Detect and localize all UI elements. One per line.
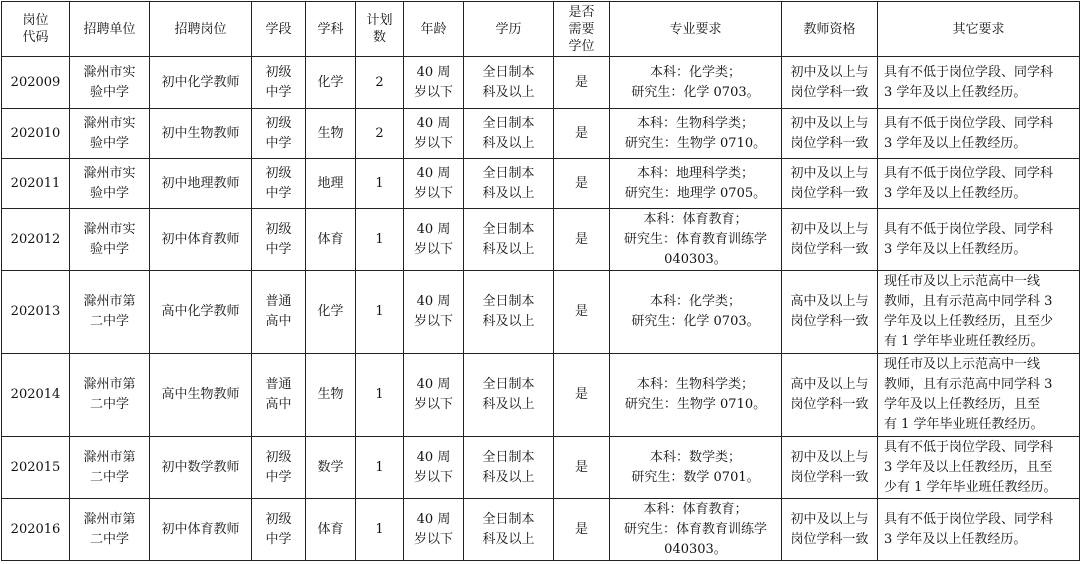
cell-other: 现任市及以上示范高中一线 教师，且有示范高中同学科 3 学年及以上任教经历，且至 有 1 学年毕业班任教经历。 bbox=[878, 354, 1080, 437]
cell-other: 具有不低于岗位学段、同学科 3 学年及以上任教经历，且至 少有 1 学年毕业班任教经历。 bbox=[878, 437, 1080, 499]
header-other: 其它要求 bbox=[878, 2, 1080, 57]
cell-certificate: 高中及以上与 岗位学科一致 bbox=[782, 354, 878, 437]
cell-major: 本科：化学类； 研究生：化学 0703。 bbox=[610, 57, 782, 109]
cell-post: 高中化学教师 bbox=[150, 271, 252, 354]
cell-post: 初中化学教师 bbox=[150, 57, 252, 109]
cell-age: 40 周 岁以下 bbox=[404, 271, 464, 354]
cell-plan: 1 bbox=[356, 499, 404, 561]
cell-degree: 是 bbox=[554, 209, 610, 271]
cell-age: 40 周 岁以下 bbox=[404, 109, 464, 159]
cell-major: 本科：数学类； 研究生：数学 0701。 bbox=[610, 437, 782, 499]
cell-code: 202014 bbox=[2, 354, 70, 437]
cell-code: 202016 bbox=[2, 499, 70, 561]
cell-subject: 生物 bbox=[306, 354, 356, 437]
cell-stage: 初级 中学 bbox=[252, 109, 306, 159]
table-row bbox=[2, 437, 1080, 499]
cell-certificate: 初中及以上与 岗位学科一致 bbox=[782, 209, 878, 271]
cell-major: 本科：地理科学类； 研究生：地理学 0705。 bbox=[610, 159, 782, 209]
cell-plan: 1 bbox=[356, 271, 404, 354]
cell-subject: 生物 bbox=[306, 109, 356, 159]
cell-age: 40 周 岁以下 bbox=[404, 437, 464, 499]
table-row bbox=[2, 209, 1080, 271]
cell-degree: 是 bbox=[554, 354, 610, 437]
table-row bbox=[2, 271, 1080, 354]
cell-degree: 是 bbox=[554, 159, 610, 209]
cell-plan: 1 bbox=[356, 159, 404, 209]
cell-degree: 是 bbox=[554, 437, 610, 499]
table-row bbox=[2, 57, 1080, 109]
cell-other: 现任市及以上示范高中一线 教师，且有示范高中同学科 3 学年及以上任教经历，且至少 有 1 学年毕业班任教经历。 bbox=[878, 271, 1080, 354]
cell-code: 202015 bbox=[2, 437, 70, 499]
cell-subject: 体育 bbox=[306, 209, 356, 271]
cell-certificate: 初中及以上与 岗位学科一致 bbox=[782, 109, 878, 159]
cell-certificate: 初中及以上与 岗位学科一致 bbox=[782, 57, 878, 109]
cell-subject: 地理 bbox=[306, 159, 356, 209]
cell-degree: 是 bbox=[554, 109, 610, 159]
cell-unit: 滁州市第 二中学 bbox=[70, 499, 150, 561]
cell-unit: 滁州市第 二中学 bbox=[70, 354, 150, 437]
cell-code: 202009 bbox=[2, 57, 70, 109]
cell-stage: 初级 中学 bbox=[252, 499, 306, 561]
table-row bbox=[2, 354, 1080, 437]
cell-unit: 滁州市实 验中学 bbox=[70, 159, 150, 209]
header-certificate: 教师资格 bbox=[782, 2, 878, 57]
cell-stage: 初级 中学 bbox=[252, 437, 306, 499]
header-subject: 学科 bbox=[306, 2, 356, 57]
table-row bbox=[2, 109, 1080, 159]
cell-education: 全日制本 科及以上 bbox=[464, 209, 554, 271]
cell-code: 202013 bbox=[2, 271, 70, 354]
header-age: 年龄 bbox=[404, 2, 464, 57]
cell-unit: 滁州市实 验中学 bbox=[70, 109, 150, 159]
table-row bbox=[2, 159, 1080, 209]
cell-degree: 是 bbox=[554, 499, 610, 561]
header-plan: 计划 数 bbox=[356, 2, 404, 57]
cell-age: 40 周 岁以下 bbox=[404, 499, 464, 561]
cell-subject: 数学 bbox=[306, 437, 356, 499]
cell-education: 全日制本 科及以上 bbox=[464, 159, 554, 209]
cell-stage: 初级 中学 bbox=[252, 159, 306, 209]
cell-major: 本科：体育教育； 研究生：体育教育训练学 040303。 bbox=[610, 209, 782, 271]
cell-certificate: 高中及以上与 岗位学科一致 bbox=[782, 271, 878, 354]
cell-plan: 1 bbox=[356, 209, 404, 271]
header-education: 学历 bbox=[464, 2, 554, 57]
cell-education: 全日制本 科及以上 bbox=[464, 57, 554, 109]
cell-major: 本科：生物科学类； 研究生：生物学 0710。 bbox=[610, 354, 782, 437]
cell-subject: 化学 bbox=[306, 57, 356, 109]
cell-certificate: 初中及以上与 岗位学科一致 bbox=[782, 159, 878, 209]
cell-unit: 滁州市实 验中学 bbox=[70, 209, 150, 271]
cell-code: 202011 bbox=[2, 159, 70, 209]
header-major: 专业要求 bbox=[610, 2, 782, 57]
cell-major: 本科：生物科学类； 研究生：生物学 0710。 bbox=[610, 109, 782, 159]
cell-post: 高中生物教师 bbox=[150, 354, 252, 437]
cell-education: 全日制本 科及以上 bbox=[464, 437, 554, 499]
cell-age: 40 周 岁以下 bbox=[404, 209, 464, 271]
table-row bbox=[2, 499, 1080, 561]
cell-code: 202012 bbox=[2, 209, 70, 271]
cell-unit: 滁州市第 二中学 bbox=[70, 271, 150, 354]
cell-other: 具有不低于岗位学段、同学科 3 学年及以上任教经历。 bbox=[878, 57, 1080, 109]
cell-post: 初中地理教师 bbox=[150, 159, 252, 209]
cell-certificate: 初中及以上与 岗位学科一致 bbox=[782, 437, 878, 499]
cell-other: 具有不低于岗位学段、同学科 3 学年及以上任教经历。 bbox=[878, 109, 1080, 159]
cell-post: 初中数学教师 bbox=[150, 437, 252, 499]
cell-subject: 化学 bbox=[306, 271, 356, 354]
header-unit: 招聘单位 bbox=[70, 2, 150, 57]
cell-post: 初中体育教师 bbox=[150, 209, 252, 271]
cell-plan: 2 bbox=[356, 109, 404, 159]
cell-major: 本科：化学类； 研究生：化学 0703。 bbox=[610, 271, 782, 354]
cell-other: 具有不低于岗位学段、同学科 3 学年及以上任教经历。 bbox=[878, 499, 1080, 561]
recruitment-table bbox=[1, 1, 1080, 561]
cell-plan: 2 bbox=[356, 57, 404, 109]
cell-education: 全日制本 科及以上 bbox=[464, 109, 554, 159]
header-post: 招聘岗位 bbox=[150, 2, 252, 57]
cell-age: 40 周 岁以下 bbox=[404, 159, 464, 209]
cell-age: 40 周 岁以下 bbox=[404, 57, 464, 109]
cell-subject: 体育 bbox=[306, 499, 356, 561]
cell-degree: 是 bbox=[554, 57, 610, 109]
cell-stage: 普通 高中 bbox=[252, 271, 306, 354]
cell-stage: 普通 高中 bbox=[252, 354, 306, 437]
cell-other: 具有不低于岗位学段、同学科 3 学年及以上任教经历。 bbox=[878, 159, 1080, 209]
cell-plan: 1 bbox=[356, 437, 404, 499]
cell-post: 初中体育教师 bbox=[150, 499, 252, 561]
cell-code: 202010 bbox=[2, 109, 70, 159]
cell-stage: 初级 中学 bbox=[252, 209, 306, 271]
cell-plan: 1 bbox=[356, 354, 404, 437]
cell-education: 全日制本 科及以上 bbox=[464, 271, 554, 354]
cell-education: 全日制本 科及以上 bbox=[464, 499, 554, 561]
cell-certificate: 初中及以上与 岗位学科一致 bbox=[782, 499, 878, 561]
cell-unit: 滁州市第 二中学 bbox=[70, 437, 150, 499]
cell-degree: 是 bbox=[554, 271, 610, 354]
cell-post: 初中生物教师 bbox=[150, 109, 252, 159]
cell-age: 40 周 岁以下 bbox=[404, 354, 464, 437]
cell-other: 具有不低于岗位学段、同学科 3 学年及以上任教经历。 bbox=[878, 209, 1080, 271]
cell-unit: 滁州市实 验中学 bbox=[70, 57, 150, 109]
header-row bbox=[2, 2, 1080, 57]
cell-major: 本科：体育教育； 研究生：体育教育训练学 040303。 bbox=[610, 499, 782, 561]
cell-education: 全日制本 科及以上 bbox=[464, 354, 554, 437]
header-code: 岗位 代码 bbox=[2, 2, 70, 57]
header-degree: 是否 需要 学位 bbox=[554, 2, 610, 57]
cell-stage: 初级 中学 bbox=[252, 57, 306, 109]
header-stage: 学段 bbox=[252, 2, 306, 57]
